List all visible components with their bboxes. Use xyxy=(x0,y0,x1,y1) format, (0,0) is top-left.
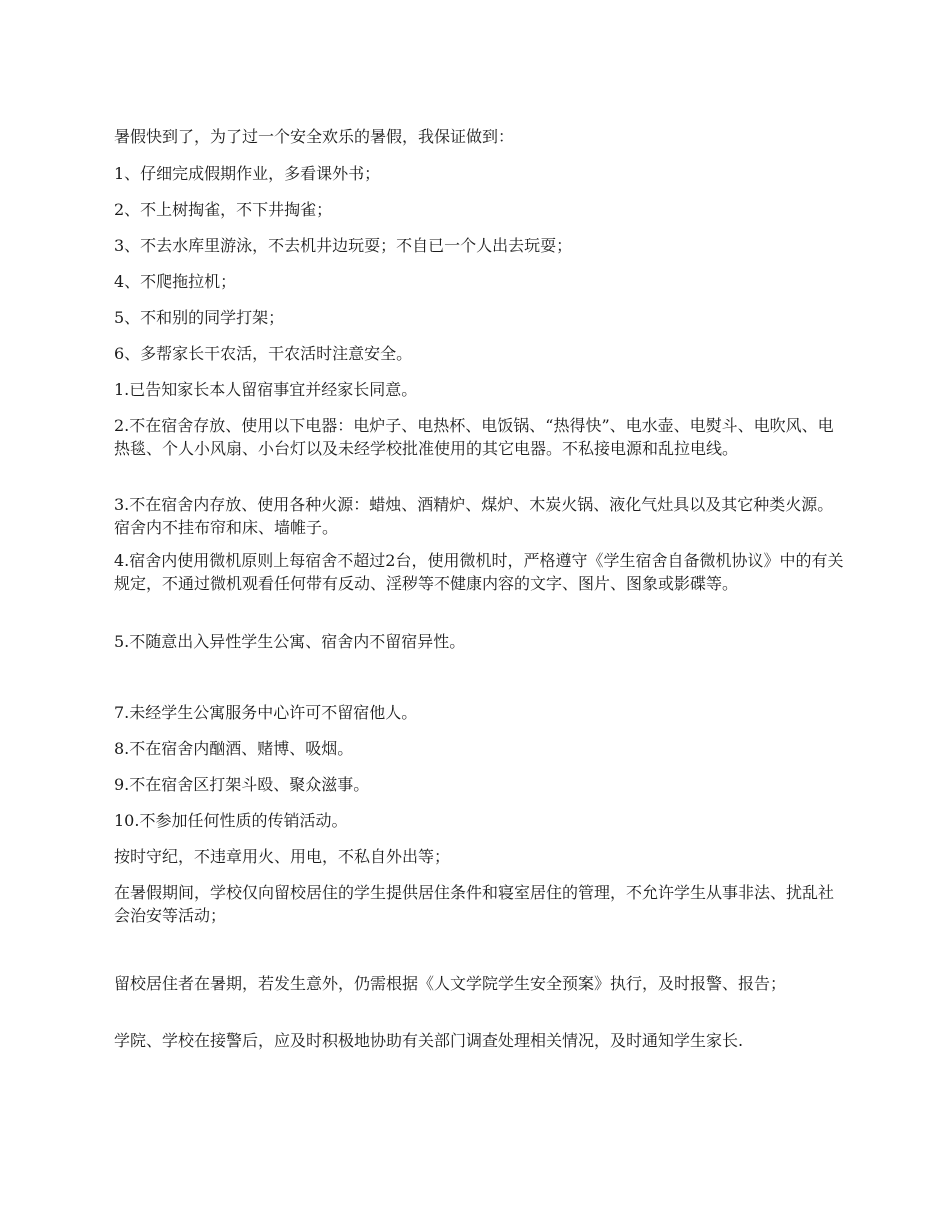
rule-item-5: 5.不随意出入异性学生公寓、宿舍内不留宿异性。 xyxy=(114,632,466,651)
pledge-item-5: 5、不和别的同学打架； xyxy=(114,308,285,327)
pledge-item-3: 3、不去水库里游泳，不去机井边玩耍；不自已一个人出去玩耍； xyxy=(114,236,573,255)
rule-item-9: 9.不在宿舍区打架斗殴、聚众滋事。 xyxy=(114,775,370,794)
rule-item-10: 10.不参加任何性质的传销活动。 xyxy=(114,811,348,830)
pledge-item-1: 1、仔细完成假期作业，多看课外书； xyxy=(114,164,381,183)
rule-item-1: 1.已告知家长本人留宿事宜并经家长同意。 xyxy=(114,380,418,399)
intro-paragraph: 暑假快到了，为了过一个安全欢乐的暑假，我保证做到： xyxy=(114,127,515,146)
rule-item-7: 7.未经学生公寓服务中心许可不留宿他人。 xyxy=(114,703,418,722)
holiday-management-paragraph: 在暑假期间，学校仅向留校居住的学生提供居住条件和寝室居住的管理，不允许学生从事非法、扰乱社会治安等活动； xyxy=(114,883,835,925)
rule-item-2: 2.不在宿舍存放、使用以下电器：电炉子、电热杯、电饭锅、“热得快”、电水壶、电熨斗、电吹风、电热毯、个人小风扇、小台灯以及未经学校批准使用的其它电器。不私接电源和乱拉电线。 xyxy=(114,416,834,458)
rule-item-4: 4.宿舍内使用微机原则上每宿舍不超过2台，使用微机时，严格遵守《学生宿舍自备微机协议》中的有关规定，不通过微机观看任何带有反动、淫秽等不健康内容的文字、图片、图象或影碟等。 xyxy=(114,551,844,593)
notification-paragraph: 学院、学校在接警后，应及时积极地协助有关部门调查处理相关情况，及时通知学生家长. xyxy=(114,1031,744,1050)
discipline-paragraph: 按时守纪，不违章用火、用电，不私自外出等； xyxy=(114,847,451,866)
pledge-item-6: 6、多帮家长干农活，干农活时注意安全。 xyxy=(114,344,413,363)
pledge-item-4: 4、不爬拖拉机； xyxy=(114,272,237,291)
rule-item-3: 3.不在宿舍内存放、使用各种火源：蜡烛、酒精炉、煤炉、木炭火锅、液化气灶具以及其它种类火源。宿舍内不挂布帘和床、墙帷子。 xyxy=(114,495,834,537)
pledge-item-2: 2、不上树掏雀，不下井掏雀； xyxy=(114,200,333,219)
accident-paragraph: 留校居住者在暑期，若发生意外，仍需根据《人文学院学生安全预案》执行，及时报警、报告； xyxy=(114,974,787,993)
rule-item-8: 8.不在宿舍内酗酒、赌博、吸烟。 xyxy=(114,739,354,758)
